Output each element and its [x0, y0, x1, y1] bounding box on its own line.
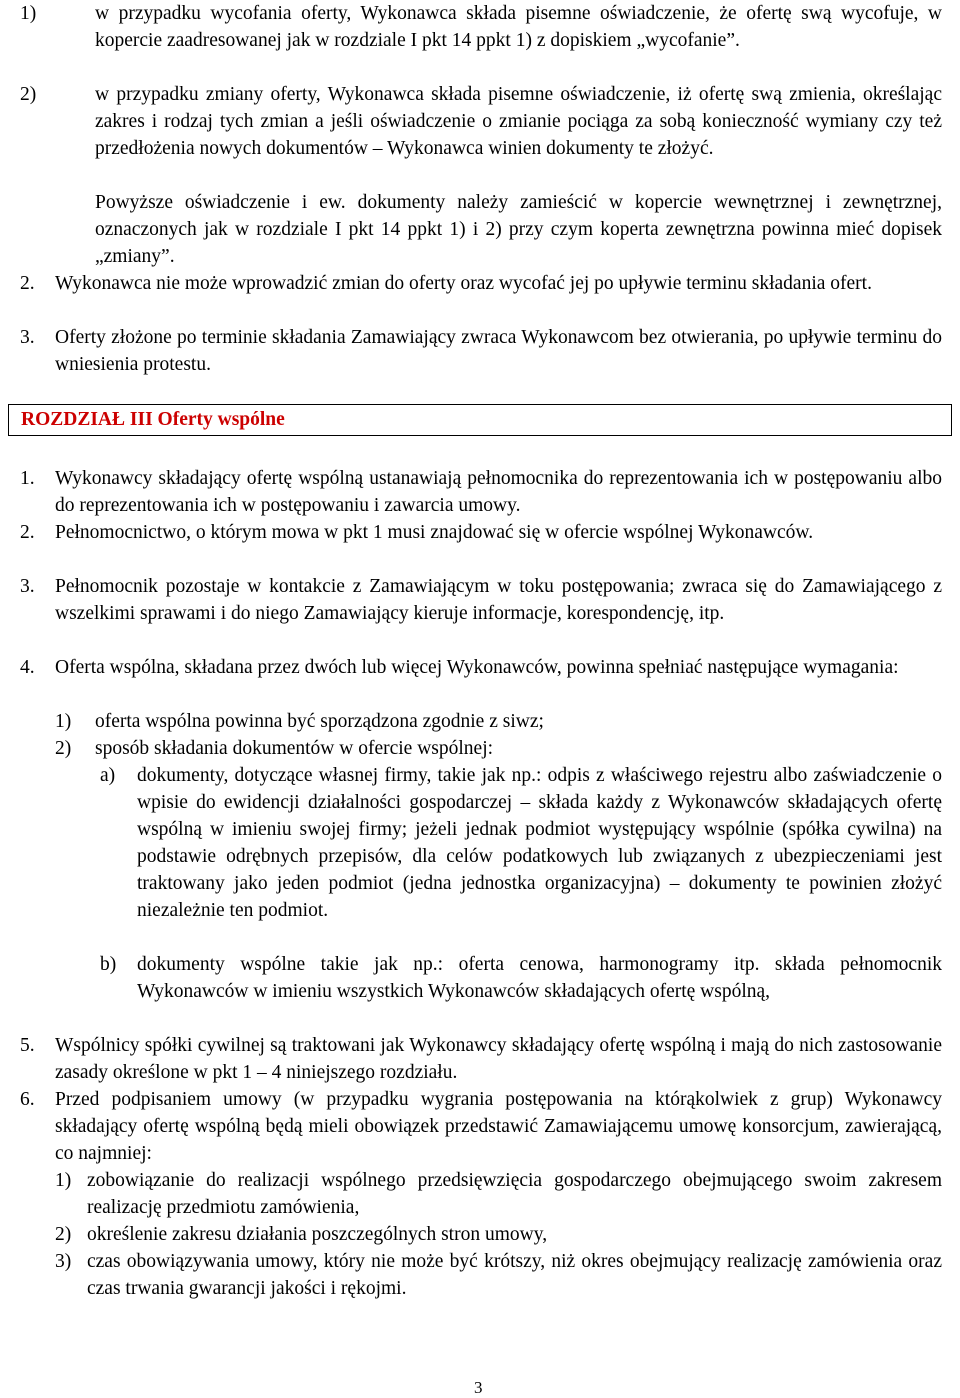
item-number: 2): [55, 738, 72, 759]
item-text: czas obowiązywania umowy, który nie może być krótszy, niż okres obejmujący realizację zamówienia oraz czas trwania gwarancji jakości i rękojmi.: [87, 1251, 942, 1299]
item-text: Oferta wspólna, składana przez dwóch lub więcej Wykonawców, powinna spełniać następujące wymagania:: [55, 657, 899, 678]
section-heading: ROZDZIAŁ III Oferty wspólne: [21, 409, 285, 430]
list-item: [20, 270, 942, 297]
item-number: 4.: [20, 657, 35, 678]
item-number: 1): [55, 1170, 72, 1191]
item-text: Pełnomocnik pozostaje w kontakcie z Zamawiającym w toku postępowania; zwraca się do Zamawiającego z wszelkimi sprawami i do niego Zamawiający kieruje informacje, korespondencję, itp.: [55, 576, 942, 624]
item-number: b): [100, 954, 117, 975]
sub-list-item: [55, 1167, 942, 1221]
sub-list-item: [55, 735, 942, 762]
sub-list-item: [55, 1221, 942, 1248]
list-item: [20, 0, 942, 54]
item-number: a): [100, 765, 116, 786]
list-item: [20, 1032, 942, 1086]
item-text: Wykonawcy składający ofertę wspólną ustanawiają pełnomocnika do reprezentowania ich w postępowaniu albo do reprezentowania ich w postępowaniu i zawarcia umowy.: [55, 468, 942, 516]
item-text: zobowiązanie do realizacji wspólnego przedsięwzięcia gospodarczego obejmującego swoim zakresem realizację przedmiotu zamówienia,: [87, 1170, 942, 1218]
page-number: 3: [474, 1378, 483, 1397]
item-text: w przypadku zmiany oferty, Wykonawca składa pisemne oświadczenie, iż ofertę swą zmienia, określając zakres i rodzaj tych zmian a jeśli oświadczenie o zmianie pociąga za sobą konieczność wymiany czy też przedłożenia nowych dokumentów – Wykonawca winien dokumenty te złożyć.: [95, 84, 942, 159]
item-number: 3.: [20, 327, 35, 348]
item-number: 2): [55, 1224, 72, 1245]
item-text: Pełnomocnictwo, o którym mowa w pkt 1 musi znajdować się w ofercie wspólnej Wykonawców.: [55, 522, 814, 543]
item-text: sposób składania dokumentów w ofercie wspólnej:: [95, 738, 494, 759]
list-item: [20, 654, 942, 681]
item-number: 3.: [20, 576, 35, 597]
item-text: Przed podpisaniem umowy (w przypadku wygrania postępowania na którąkolwiek z grup) Wykonawcy składający ofertę wspólną będą mieli obowiązek przedstawić Zamawiającemu umowę konsorcjum, zawierającą, co najmniej:: [55, 1089, 942, 1164]
sub-sub-list-item: [100, 951, 942, 1005]
item-number: 2.: [20, 522, 35, 543]
paragraph-text: Powyższe oświadczenie i ew. dokumenty należy zamieścić w kopercie wewnętrznej i zewnętrznej, oznaczonych jak w rozdziale I pkt 14 ppkt 1) i 2) przy czym koperta zewnętrzna powinna mieć dopisek „zmiany”.: [95, 192, 942, 267]
item-number: 6.: [20, 1089, 35, 1110]
item-text: Wspólnicy spółki cywilnej są traktowani jak Wykonawcy składający ofertę wspólną i mają do nich zastosowanie zasady określone w pkt 1 – 4 niniejszego rozdziału.: [55, 1035, 942, 1083]
section-heading-box: [8, 404, 952, 436]
item-text: Oferty złożone po terminie składania Zamawiający zwraca Wykonawcom bez otwierania, po upływie terminu do wniesienia protestu.: [55, 327, 942, 375]
sub-list-item: [55, 1248, 942, 1302]
item-number: 3): [55, 1251, 72, 1272]
list-item: [20, 465, 942, 519]
paragraph: [95, 189, 942, 270]
list-item: [20, 519, 942, 546]
item-number: 1): [20, 3, 37, 24]
list-item: [20, 324, 942, 378]
list-item: [20, 1086, 942, 1167]
item-number: 1): [55, 711, 72, 732]
sub-list-item: [55, 708, 942, 735]
item-number: 5.: [20, 1035, 35, 1056]
item-text: Wykonawca nie może wprowadzić zmian do oferty oraz wycofać jej po upływie terminu składania ofert.: [55, 273, 872, 294]
item-number: 2.: [20, 273, 35, 294]
item-text: dokumenty, dotyczące własnej firmy, takie jak np.: odpis z właściwego rejestru albo zaświadczenie o wpisie do ewidencji działalności gospodarczej – składa każdy z Wykonawców składających ofertę wspólną w imieniu swojej firmy; jeżeli jednak podmiot występujący wspólnie (spółka cywilna) na podstawie odrębnych przepisów, dla celów podatkowych lub związanych z ubezpieczeniami jest traktowany jako jeden podmiot (jedna jednostka organizacyjna) – dokumenty te powinien złożyć niezależnie ten podmiot.: [137, 765, 942, 921]
item-text: w przypadku wycofania oferty, Wykonawca składa pisemne oświadczenie, że ofertę swą wycofuje, w kopercie zaadresowanej jak w rozdziale I pkt 14 ppkt 1) z dopiskiem „wycofanie”.: [95, 3, 942, 51]
item-text: oferta wspólna powinna być sporządzona zgodnie z siwz;: [95, 711, 544, 732]
item-text: dokumenty wspólne takie jak np.: oferta cenowa, harmonogramy itp. składa pełnomocnik Wykonawców w imieniu wszystkich Wykonawców składających ofertę wspólną,: [137, 954, 942, 1002]
item-number: 2): [20, 84, 37, 105]
list-item: [20, 81, 942, 162]
sub-sub-list-item: [100, 762, 942, 924]
item-number: 1.: [20, 468, 35, 489]
item-text: określenie zakresu działania poszczególnych stron umowy,: [87, 1224, 548, 1245]
list-item: [20, 573, 942, 627]
